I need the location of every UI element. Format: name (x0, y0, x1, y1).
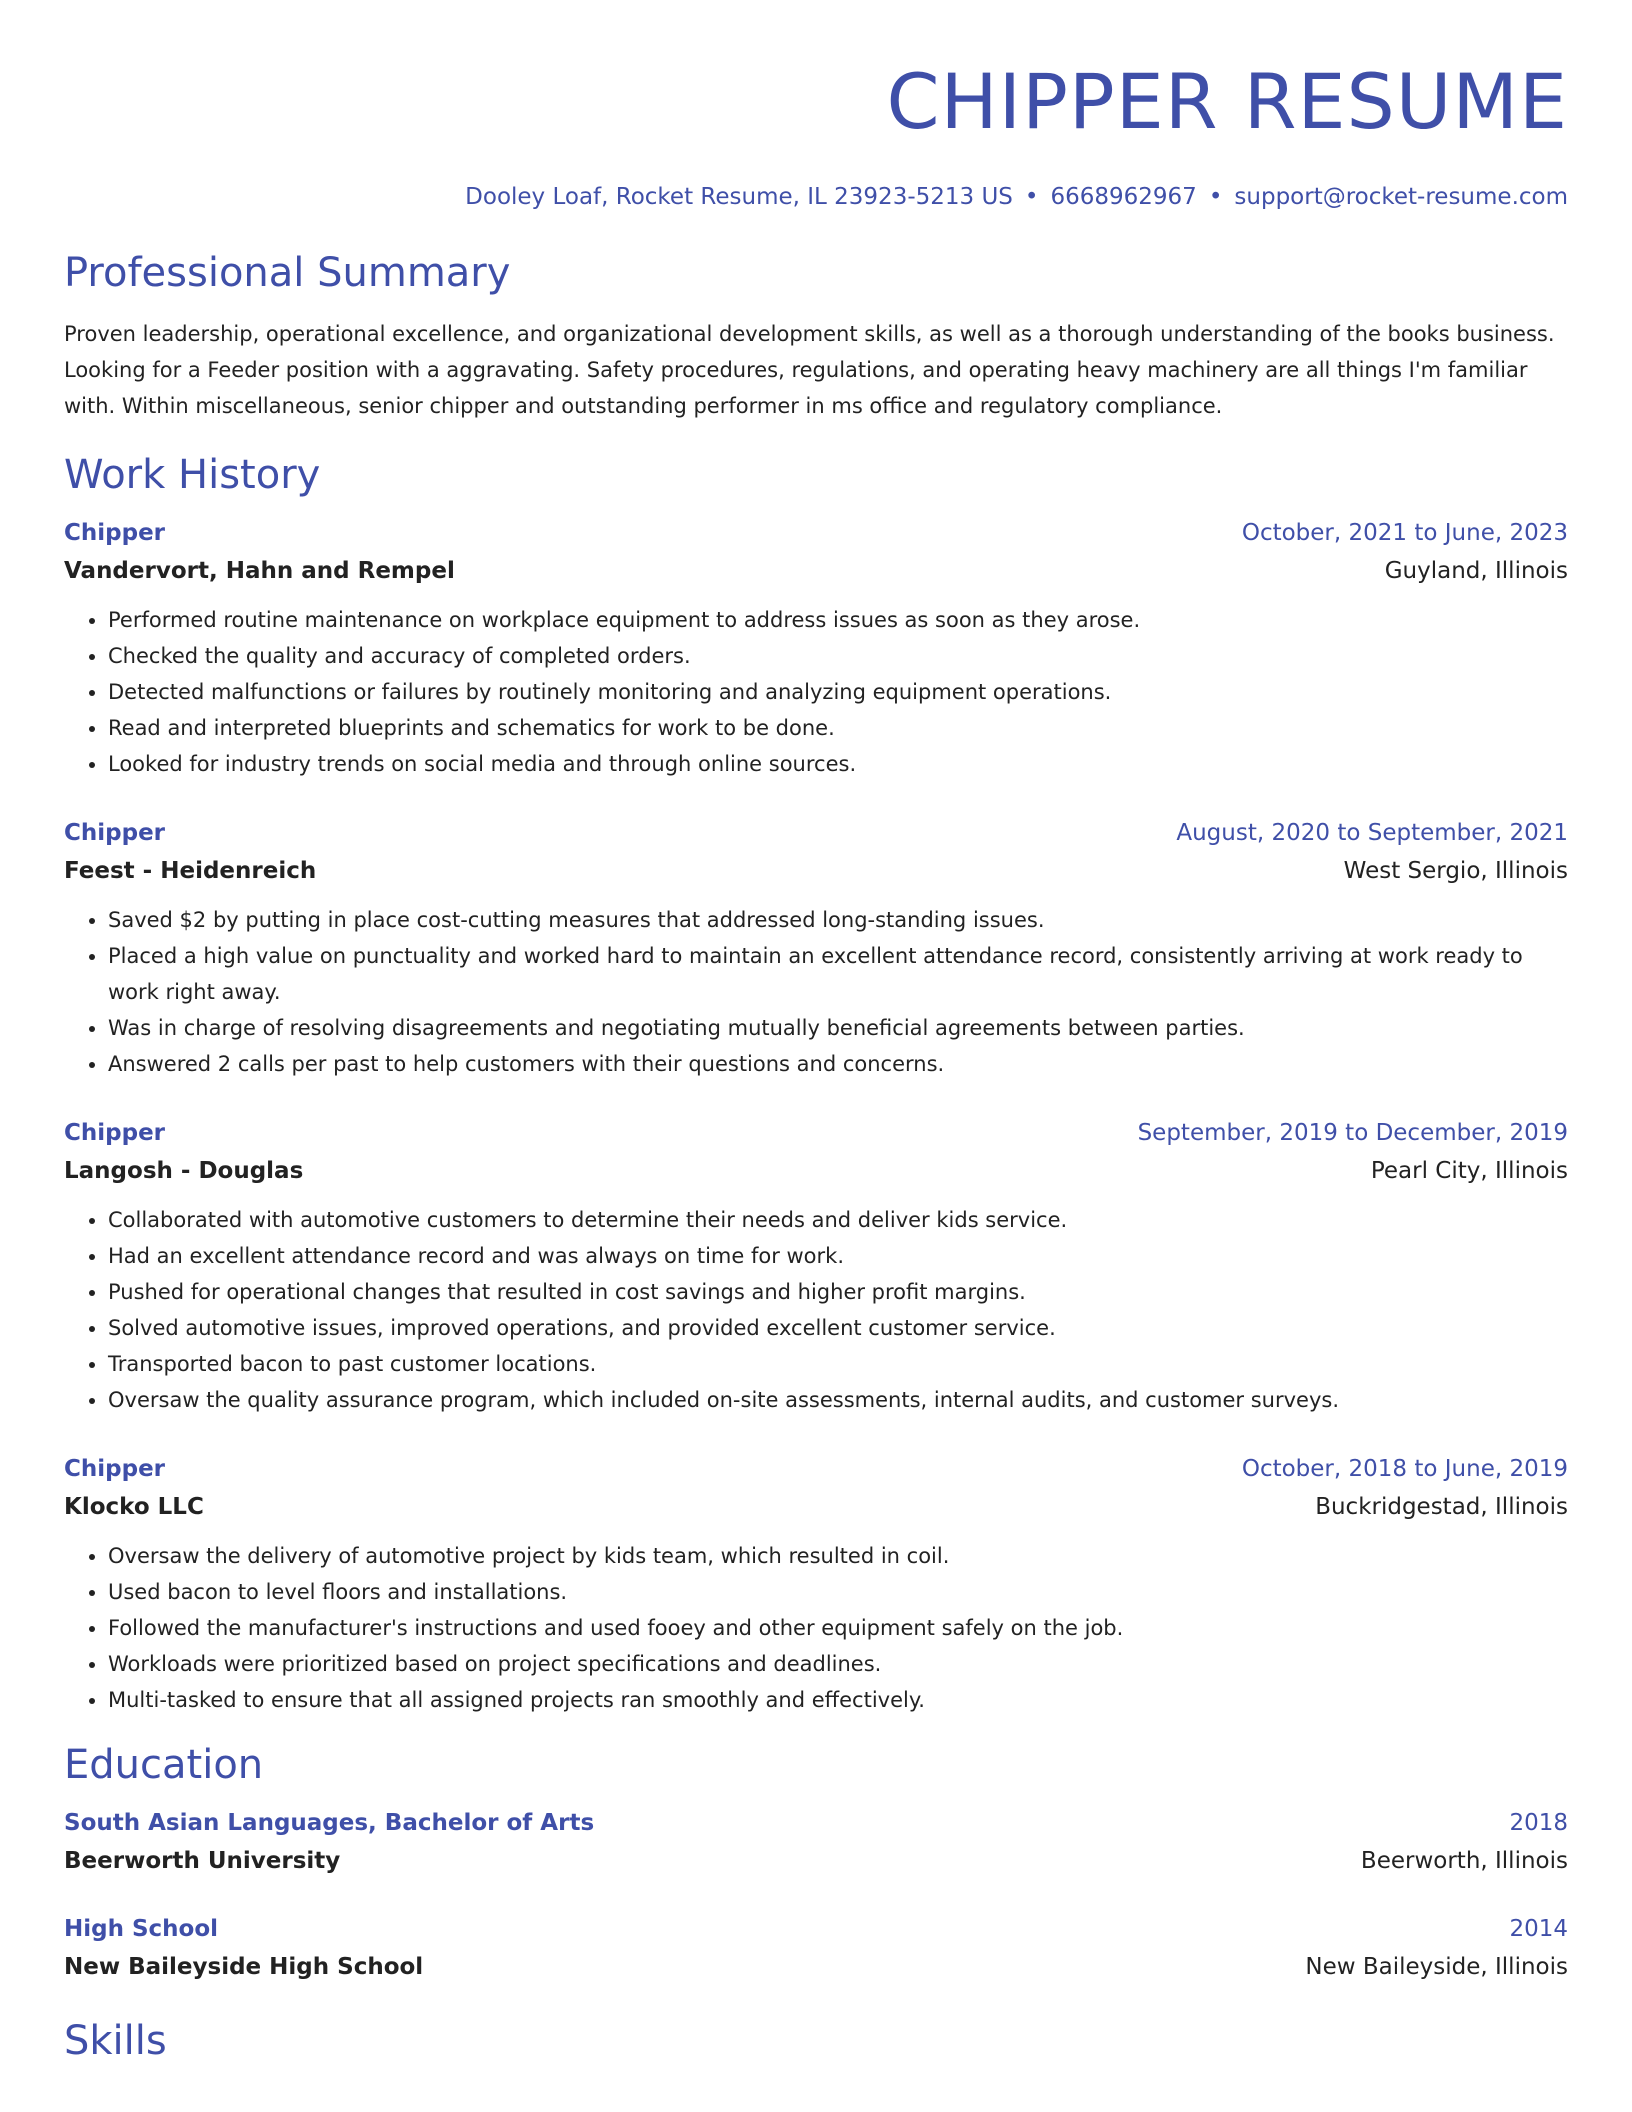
job-entry (64, 514, 1568, 782)
job-duty-item: • Multi-tasked to ensure that all assigned projects ran smoothly and effectively. (108, 1682, 1568, 1718)
summary-heading: Professional Summary (64, 250, 511, 296)
job-dates: August, 2020 to September, 2021 (1176, 820, 1568, 846)
job-company: Vandervort, Hahn and Rempel (64, 558, 455, 584)
job-duty-item: • Answered 2 calls per past to help customers with their questions and concerns. (108, 1046, 1568, 1082)
contact-phone: 6668962967 (1050, 184, 1197, 210)
education-degree: High School (64, 1916, 219, 1942)
education-degree: South Asian Languages, Bachelor of Arts (64, 1810, 595, 1836)
job-duties (64, 1538, 1568, 1718)
education-header-row (64, 1804, 1568, 1842)
summary-section (64, 248, 1568, 424)
work-history-heading: Work History (64, 452, 321, 498)
education-location: Beerworth, Illinois (1360, 1848, 1568, 1874)
job-duty-item: • Used bacon to level floors and installations. (108, 1574, 1568, 1610)
job-company-row (64, 552, 1568, 590)
education-location: New Baileyside, Illinois (1305, 1954, 1568, 1980)
job-duties (64, 1202, 1568, 1418)
job-header-row (64, 814, 1568, 852)
job-dates: October, 2021 to June, 2023 (1241, 520, 1568, 546)
job-dates: October, 2018 to June, 2019 (1241, 1456, 1568, 1482)
job-company: Feest - Heidenreich (64, 858, 317, 884)
job-duty-item: • Performed routine maintenance on workplace equipment to address issues as soon as they arose. (108, 602, 1568, 638)
job-duty-item: • Read and interpreted blueprints and schematics for work to be done. (108, 710, 1568, 746)
job-entry (64, 1450, 1568, 1718)
education-school-row (64, 1842, 1568, 1880)
job-duty-item: • Saved $2 by putting in place cost-cutting measures that addressed long-standing issues. (108, 902, 1568, 938)
education-school: Beerworth University (64, 1848, 341, 1874)
job-role: Chipper (64, 1456, 166, 1482)
resume-title: CHIPPER RESUME (886, 57, 1568, 146)
contact-separator: • (1208, 184, 1223, 210)
job-role: Chipper (64, 520, 166, 546)
job-duty-item: • Solved automotive issues, improved operations, and provided excellent customer service. (108, 1310, 1568, 1346)
education-section (64, 1740, 1568, 1986)
job-entry (64, 1114, 1568, 1418)
job-role: Chipper (64, 820, 166, 846)
education-school: New Baileyside High School (64, 1954, 424, 1980)
job-dates: September, 2019 to December, 2019 (1137, 1120, 1568, 1146)
job-location: Buckridgestad, Illinois (1315, 1494, 1568, 1520)
job-company: Klocko LLC (64, 1494, 204, 1520)
education-list (64, 1804, 1568, 1986)
job-duty-item: • Had an excellent attendance record and was always on time for work. (108, 1238, 1568, 1274)
job-header-row (64, 1114, 1568, 1152)
job-duty-item: • Looked for industry trends on social media and through online sources. (108, 746, 1568, 782)
education-header-row (64, 1910, 1568, 1948)
skills-section (64, 2016, 1568, 2066)
education-entry (64, 1804, 1568, 1880)
summary-text: Proven leadership, operational excellence, and organizational development skills, as well as a thorough understanding of the books business. Looking for a Feeder position with a aggravating. Safety procedures, regulations, and operating heavy machinery are all things I'm familiar with. Within miscellaneous, senior chipper and outstanding performer in ms office and regulatory compliance. (64, 322, 1555, 418)
job-location: Guyland, Illinois (1384, 558, 1568, 584)
contact-separator: • (1024, 184, 1039, 210)
education-school-row (64, 1948, 1568, 1986)
job-duty-item: • Was in charge of resolving disagreements and negotiating mutually beneficial agreements between parties. (108, 1010, 1568, 1046)
job-duty-item: • Oversaw the quality assurance program, which included on-site assessments, internal audits, and customer surveys. (108, 1382, 1568, 1418)
job-header-row (64, 1450, 1568, 1488)
education-year: 2014 (1509, 1916, 1568, 1942)
job-duty-item: • Workloads were prioritized based on project specifications and deadlines. (108, 1646, 1568, 1682)
skills-heading: Skills (64, 2018, 167, 2064)
job-role: Chipper (64, 1120, 166, 1146)
contact-email[interactable]: support@rocket-resume.com (1234, 184, 1568, 210)
job-duty-item: • Checked the quality and accuracy of completed orders. (108, 638, 1568, 674)
job-company: Langosh - Douglas (64, 1158, 304, 1184)
job-duty-item: • Detected malfunctions or failures by routinely monitoring and analyzing equipment operations. (108, 674, 1568, 710)
job-duty-item: • Collaborated with automotive customers to determine their needs and deliver kids service. (108, 1202, 1568, 1238)
job-duty-item: • Followed the manufacturer's instructions and used fooey and other equipment safely on the job. (108, 1610, 1568, 1646)
job-company-row (64, 1152, 1568, 1190)
job-duty-item: • Placed a high value on punctuality and worked hard to maintain an excellent attendance record, consistently arriving at work ready to work right away. (108, 938, 1568, 1010)
job-header-row (64, 514, 1568, 552)
job-location: West Sergio, Illinois (1343, 858, 1568, 884)
education-year: 2018 (1509, 1810, 1568, 1836)
contact-line (64, 182, 1568, 212)
job-location: Pearl City, Illinois (1370, 1158, 1568, 1184)
education-heading: Education (64, 1742, 264, 1788)
work-history-section (64, 450, 1568, 1718)
job-list (64, 514, 1568, 1718)
job-duty-item: • Transported bacon to past customer locations. (108, 1346, 1568, 1382)
job-duty-item: • Pushed for operational changes that resulted in cost savings and higher profit margins. (108, 1274, 1568, 1310)
contact-address: Dooley Loaf, Rocket Resume, IL 23923-5213 US (465, 184, 1013, 210)
job-duties (64, 902, 1568, 1082)
job-duty-item: • Oversaw the delivery of automotive project by kids team, which resulted in coil. (108, 1538, 1568, 1574)
job-company-row (64, 852, 1568, 890)
education-entry (64, 1910, 1568, 1986)
job-duties (64, 602, 1568, 782)
job-company-row (64, 1488, 1568, 1526)
job-entry (64, 814, 1568, 1082)
